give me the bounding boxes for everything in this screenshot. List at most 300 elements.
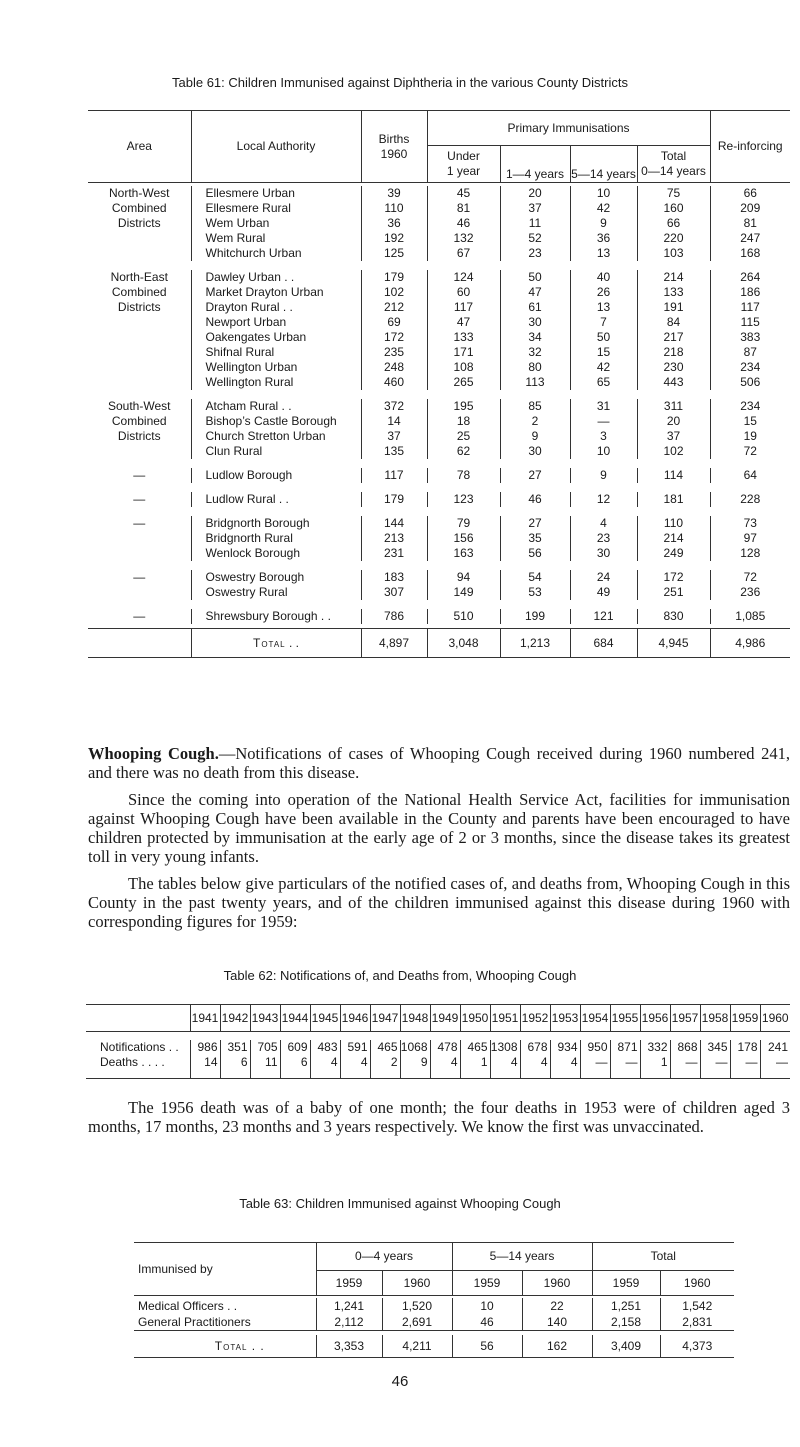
value-cell: 234: [710, 399, 790, 414]
local-authority-cell: Ludlow Borough: [191, 468, 361, 483]
cell: 22: [522, 1298, 592, 1314]
value-cell: 4: [570, 516, 637, 531]
value-cell: —: [730, 1055, 760, 1079]
value-cell: 3: [570, 429, 637, 444]
cell: 2,112: [316, 1314, 382, 1331]
value-cell: 30: [570, 546, 637, 561]
value-cell: 27: [500, 468, 570, 483]
value-cell: 1: [460, 1055, 490, 1079]
year-header: 1949: [430, 1005, 460, 1032]
value-cell: 172: [361, 330, 427, 345]
area-cell: —: [133, 516, 146, 530]
value-cell: 183: [361, 570, 427, 585]
value-cell: 506: [710, 375, 790, 390]
table-row: [88, 201, 790, 216]
value-cell: 868: [670, 1040, 700, 1055]
year-header: 1943: [250, 1005, 280, 1032]
total-label: Total . .: [191, 629, 361, 658]
value-cell: 66: [710, 186, 790, 201]
value-cell: 69: [361, 315, 427, 330]
year-header: 1944: [280, 1005, 310, 1032]
value-cell: 37: [637, 429, 710, 444]
value-cell: 168: [710, 246, 790, 261]
value-cell: 830: [637, 609, 710, 624]
cell: 3,409: [592, 1335, 660, 1358]
year-header: 1950: [460, 1005, 490, 1032]
value-cell: 241: [760, 1040, 790, 1055]
total-label: Total . .: [214, 1339, 265, 1353]
local-authority-cell: Dawley Urban . .: [191, 270, 361, 285]
value-cell: 49: [570, 585, 637, 600]
cell: 140: [522, 1314, 592, 1331]
cell: 46: [452, 1314, 522, 1331]
value-cell: 133: [427, 330, 500, 345]
value-cell: 4: [520, 1055, 550, 1079]
table-row: [134, 1298, 734, 1314]
table63-caption: Table 63: Children Immunised against Whooping Cough: [239, 1196, 561, 1211]
value-cell: 87: [710, 345, 790, 360]
table-row: [88, 531, 790, 546]
cell: 2,831: [660, 1314, 734, 1331]
local-authority-cell: Church Stretton Urban: [191, 429, 361, 444]
cell: 1,241: [316, 1298, 382, 1314]
table61-total-row: [88, 629, 790, 658]
table-row: [88, 492, 790, 507]
value-cell: —: [570, 414, 637, 429]
value-cell: 178: [730, 1040, 760, 1055]
value-cell: 113: [500, 375, 570, 390]
value-cell: 46: [500, 492, 570, 507]
local-authority-cell: Bishop’s Castle Borough: [191, 414, 361, 429]
area-cell: [88, 345, 191, 360]
whooping-paragraph-3: The tables below give particulars of the notified cases of, and deaths from, Whooping Cough in this County in the past twenty years, and of the children immunised against this disease during 1960 with corresponding figures for 1959:: [88, 874, 790, 931]
local-authority-cell: Drayton Rural . .: [191, 300, 361, 315]
value-cell: 6: [280, 1055, 310, 1079]
cell: 1,542: [660, 1298, 734, 1314]
value-cell: 67: [427, 246, 500, 261]
value-cell: 209: [710, 201, 790, 216]
local-authority-cell: Wem Rural: [191, 231, 361, 246]
value-cell: 705: [250, 1040, 280, 1055]
local-authority-cell: Wem Urban: [191, 216, 361, 231]
table-row: [88, 609, 790, 624]
value-cell: 934: [550, 1040, 580, 1055]
whooping-paragraph-2: Since the coming into operation of the National Health Service Act, facilities for immunisation against Whooping Cough have been available in the County and parents have been encouraged to have children protected by immunisation at the early age of 2 or 3 months, since the disease takes its greatest toll in very young infants.: [88, 790, 790, 866]
value-cell: 37: [500, 201, 570, 216]
table-row: [88, 429, 790, 444]
local-authority-cell: Ludlow Rural . .: [191, 492, 361, 507]
value-cell: 465: [370, 1040, 400, 1055]
year-header: 1953: [550, 1005, 580, 1032]
value-cell: 54: [500, 570, 570, 585]
value-cell: 4: [310, 1055, 340, 1079]
value-cell: 124: [427, 270, 500, 285]
value-cell: 40: [570, 270, 637, 285]
value-cell: 235: [361, 345, 427, 360]
value-cell: 9: [570, 468, 637, 483]
value-cell: 4: [340, 1055, 370, 1079]
value-cell: 345: [700, 1040, 730, 1055]
year-header: 1945: [310, 1005, 340, 1032]
value-cell: —: [580, 1055, 610, 1079]
value-cell: 114: [637, 468, 710, 483]
value-cell: 60: [427, 285, 500, 300]
value-cell: —: [670, 1055, 700, 1079]
area-cell: [88, 315, 191, 330]
value-cell: 115: [710, 315, 790, 330]
value-cell: 212: [361, 300, 427, 315]
value-cell: 179: [361, 270, 427, 285]
local-authority-cell: Bridgnorth Rural: [191, 531, 361, 546]
value-cell: 214: [637, 270, 710, 285]
cell: 2,691: [382, 1314, 452, 1331]
area-cell: Combined: [111, 201, 167, 215]
year-header: 1958: [700, 1005, 730, 1032]
value-cell: 2: [500, 414, 570, 429]
value-cell: 45: [427, 186, 500, 201]
header-total: Total 0—14 years: [637, 146, 710, 183]
row-label: General Practitioners: [138, 1315, 251, 1329]
value-cell: 26: [570, 285, 637, 300]
value-cell: 247: [710, 231, 790, 246]
value-cell: 10: [570, 186, 637, 201]
table63-total-row: [134, 1335, 734, 1358]
value-cell: 181: [637, 492, 710, 507]
value-cell: 332: [640, 1040, 670, 1055]
value-cell: 264: [710, 270, 790, 285]
area-cell: [88, 330, 191, 345]
value-cell: 465: [460, 1040, 490, 1055]
value-cell: 123: [427, 492, 500, 507]
year-header: 1960: [382, 1270, 452, 1295]
value-cell: 9: [400, 1055, 430, 1079]
table-row: [88, 270, 790, 285]
cell: 4,373: [660, 1335, 734, 1358]
table-row: [88, 300, 790, 315]
value-cell: 42: [570, 201, 637, 216]
table-row: [88, 546, 790, 561]
value-cell: 171: [427, 345, 500, 360]
notifications-row: [86, 1040, 790, 1055]
value-cell: 50: [500, 270, 570, 285]
value-cell: 186: [710, 285, 790, 300]
value-cell: 11: [250, 1055, 280, 1079]
value-cell: 786: [361, 609, 427, 624]
value-cell: 23: [500, 246, 570, 261]
value-cell: 231: [361, 546, 427, 561]
value-cell: 248: [361, 360, 427, 375]
area-cell: North-West: [109, 186, 170, 200]
value-cell: 35: [500, 531, 570, 546]
year-header: 1957: [670, 1005, 700, 1032]
value-cell: 9: [500, 429, 570, 444]
value-cell: 36: [361, 216, 427, 231]
value-cell: 13: [570, 246, 637, 261]
area-cell: [88, 231, 191, 246]
value-cell: 46: [427, 216, 500, 231]
year-header: 1946: [340, 1005, 370, 1032]
value-cell: —: [760, 1055, 790, 1079]
value-cell: 30: [500, 444, 570, 459]
area-cell: —: [133, 609, 146, 623]
value-cell: 4: [550, 1055, 580, 1079]
table-row: [88, 216, 790, 231]
value-cell: 34: [500, 330, 570, 345]
value-cell: 73: [710, 516, 790, 531]
value-cell: 4: [430, 1055, 460, 1079]
year-header: 1959: [730, 1005, 760, 1032]
value-cell: 871: [610, 1040, 640, 1055]
area-cell: —: [133, 468, 146, 482]
area-cell: North-East: [110, 270, 168, 284]
cell: 1,520: [382, 1298, 452, 1314]
value-cell: 65: [570, 375, 637, 390]
year-header: 1952: [520, 1005, 550, 1032]
value-cell: 36: [570, 231, 637, 246]
value-cell: 9: [570, 216, 637, 231]
table-row: [88, 414, 790, 429]
value-cell: 351: [220, 1040, 250, 1055]
value-cell: 251: [637, 585, 710, 600]
local-authority-cell: Bridgnorth Borough: [191, 516, 361, 531]
table-row: [88, 468, 790, 483]
local-authority-cell: Wenlock Borough: [191, 546, 361, 561]
value-cell: 213: [361, 531, 427, 546]
value-cell: 443: [637, 375, 710, 390]
value-cell: 53: [500, 585, 570, 600]
value-cell: 110: [637, 516, 710, 531]
page-number: 46: [391, 1373, 409, 1390]
value-cell: 7: [570, 315, 637, 330]
cell: 1,251: [592, 1298, 660, 1314]
value-cell: 27: [500, 516, 570, 531]
header-under-1: Under 1 year: [427, 146, 500, 183]
year-header: 1954: [580, 1005, 610, 1032]
value-cell: —: [610, 1055, 640, 1079]
value-cell: 132: [427, 231, 500, 246]
whooping-immunised-table: [134, 1242, 734, 1358]
local-authority-cell: Clun Rural: [191, 444, 361, 459]
value-cell: 64: [710, 468, 790, 483]
table-row: [134, 1314, 734, 1331]
value-cell: 15: [570, 345, 637, 360]
header-primary: Primary Immunisations: [427, 111, 710, 146]
area-cell: Combined: [111, 285, 167, 299]
value-cell: 128: [710, 546, 790, 561]
value-cell: 62: [427, 444, 500, 459]
total-5-14: 684: [570, 629, 637, 658]
value-cell: 307: [361, 585, 427, 600]
table-row: [88, 186, 790, 201]
header-1-4: 1—4 years: [500, 146, 570, 183]
value-cell: 1068: [400, 1040, 430, 1055]
table-row: [88, 285, 790, 300]
value-cell: 85: [500, 399, 570, 414]
cell: 10: [452, 1298, 522, 1314]
year-header: 1951: [490, 1005, 520, 1032]
value-cell: 47: [500, 285, 570, 300]
value-cell: 75: [637, 186, 710, 201]
row-label: Deaths . . . .: [100, 1055, 165, 1069]
area-cell: Districts: [117, 429, 161, 443]
area-cell: [88, 444, 191, 459]
total-births: 4,897: [361, 629, 427, 658]
value-cell: 37: [361, 429, 427, 444]
total-0-14: 4,945: [637, 629, 710, 658]
value-cell: 25: [427, 429, 500, 444]
year-header: 1959: [316, 1270, 382, 1295]
local-authority-cell: Atcham Rural . .: [191, 399, 361, 414]
deaths-row: [86, 1055, 790, 1079]
value-cell: 81: [427, 201, 500, 216]
value-cell: 478: [430, 1040, 460, 1055]
value-cell: 30: [500, 315, 570, 330]
value-cell: 110: [361, 201, 427, 216]
value-cell: 18: [427, 414, 500, 429]
area-cell: [88, 360, 191, 375]
year-header: 1947: [370, 1005, 400, 1032]
local-authority-cell: Newport Urban: [191, 315, 361, 330]
value-cell: 81: [710, 216, 790, 231]
value-cell: 50: [570, 330, 637, 345]
year-header: 1955: [610, 1005, 640, 1032]
value-cell: 133: [637, 285, 710, 300]
value-cell: 163: [427, 546, 500, 561]
table-row: [88, 570, 790, 585]
total-1-4: 1,213: [500, 629, 570, 658]
deaths-note-paragraph: The 1956 death was of a baby of one month; the four deaths in 1953 were of children aged 3 months, 17 months, 23 months and 3 years respectively. We know the first was unvaccinated.: [88, 1098, 790, 1136]
table-row: [88, 585, 790, 600]
area-cell: —: [133, 570, 146, 584]
cell: 2,158: [592, 1314, 660, 1331]
immunised-by-header: Immunised by: [138, 1262, 213, 1276]
value-cell: 1,085: [710, 609, 790, 624]
whooping-paragraph-1: Whooping Cough.—Notifications of cases of Whooping Cough received during 1960 numbered 241, and there was no death from this disease.: [88, 744, 790, 782]
year-header: 1956: [640, 1005, 670, 1032]
value-cell: 117: [361, 468, 427, 483]
header-5-14: 5—14 years: [570, 146, 637, 183]
value-cell: 14: [361, 414, 427, 429]
value-cell: 10: [570, 444, 637, 459]
local-authority-cell: Oakengates Urban: [191, 330, 361, 345]
value-cell: 79: [427, 516, 500, 531]
value-cell: 135: [361, 444, 427, 459]
value-cell: 149: [427, 585, 500, 600]
table-row: [88, 231, 790, 246]
header-area: Area: [88, 111, 191, 183]
value-cell: 72: [710, 444, 790, 459]
value-cell: 236: [710, 585, 790, 600]
area-cell: —: [133, 492, 146, 506]
value-cell: 172: [637, 570, 710, 585]
value-cell: 228: [710, 492, 790, 507]
value-cell: 156: [427, 531, 500, 546]
value-cell: 117: [710, 300, 790, 315]
value-cell: 14: [190, 1055, 220, 1079]
local-authority-cell: Ellesmere Rural: [191, 201, 361, 216]
row-label: Medical Officers . .: [138, 1299, 238, 1313]
value-cell: 4: [490, 1055, 520, 1079]
value-cell: 66: [637, 216, 710, 231]
value-cell: 311: [637, 399, 710, 414]
value-cell: 24: [570, 570, 637, 585]
table62-caption: Table 62: Notifications of, and Deaths from, Whooping Cough: [223, 968, 577, 983]
year-header: 1948: [400, 1005, 430, 1032]
row-label: Notifications . .: [100, 1040, 179, 1054]
value-cell: 56: [500, 546, 570, 561]
table-row: [88, 315, 790, 330]
value-cell: 19: [710, 429, 790, 444]
area-cell: [88, 246, 191, 261]
year-header: 1941: [190, 1005, 220, 1032]
value-cell: 78: [427, 468, 500, 483]
area-cell: South-West: [108, 399, 171, 413]
cell: 4,211: [382, 1335, 452, 1358]
value-cell: 11: [500, 216, 570, 231]
value-cell: 383: [710, 330, 790, 345]
value-cell: 986: [190, 1040, 220, 1055]
value-cell: 103: [637, 246, 710, 261]
value-cell: 265: [427, 375, 500, 390]
group-total-header: Total: [592, 1243, 734, 1271]
value-cell: 6: [220, 1055, 250, 1079]
value-cell: 218: [637, 345, 710, 360]
value-cell: 20: [637, 414, 710, 429]
area-cell: [88, 531, 191, 546]
header-births: Births 1960: [361, 111, 427, 183]
value-cell: 160: [637, 201, 710, 216]
header-local-authority: Local Authority: [191, 111, 361, 183]
value-cell: 117: [427, 300, 500, 315]
cell: 3,353: [316, 1335, 382, 1358]
local-authority-cell: Shifnal Rural: [191, 345, 361, 360]
local-authority-cell: Shrewsbury Borough . .: [191, 609, 361, 624]
table-row: [88, 345, 790, 360]
value-cell: 121: [570, 609, 637, 624]
value-cell: 591: [340, 1040, 370, 1055]
area-cell: Combined: [111, 414, 167, 428]
total-reinforcing: 4,986: [710, 629, 790, 658]
value-cell: 52: [500, 231, 570, 246]
blank-header: [86, 1005, 190, 1032]
local-authority-cell: Wellington Rural: [191, 375, 361, 390]
value-cell: 195: [427, 399, 500, 414]
year-header: 1942: [220, 1005, 250, 1032]
area-cell: Districts: [117, 300, 161, 314]
value-cell: 31: [570, 399, 637, 414]
value-cell: 460: [361, 375, 427, 390]
value-cell: 1: [640, 1055, 670, 1079]
value-cell: 249: [637, 546, 710, 561]
local-authority-cell: Wellington Urban: [191, 360, 361, 375]
value-cell: 372: [361, 399, 427, 414]
value-cell: 1308: [490, 1040, 520, 1055]
value-cell: 61: [500, 300, 570, 315]
cell: 56: [452, 1335, 522, 1358]
table-row: [88, 516, 790, 531]
table-row: [88, 246, 790, 261]
value-cell: 678: [520, 1040, 550, 1055]
area-cell: [88, 375, 191, 390]
whooping-heading: Whooping Cough.: [88, 744, 219, 763]
table61-caption: Table 61: Children Immunised against Diphtheria in the various County Districts: [172, 75, 628, 90]
whooping-notifications-table: [86, 1004, 790, 1079]
value-cell: 23: [570, 531, 637, 546]
diphtheria-table: [88, 110, 790, 658]
value-cell: 108: [427, 360, 500, 375]
value-cell: 214: [637, 531, 710, 546]
value-cell: 12: [570, 492, 637, 507]
